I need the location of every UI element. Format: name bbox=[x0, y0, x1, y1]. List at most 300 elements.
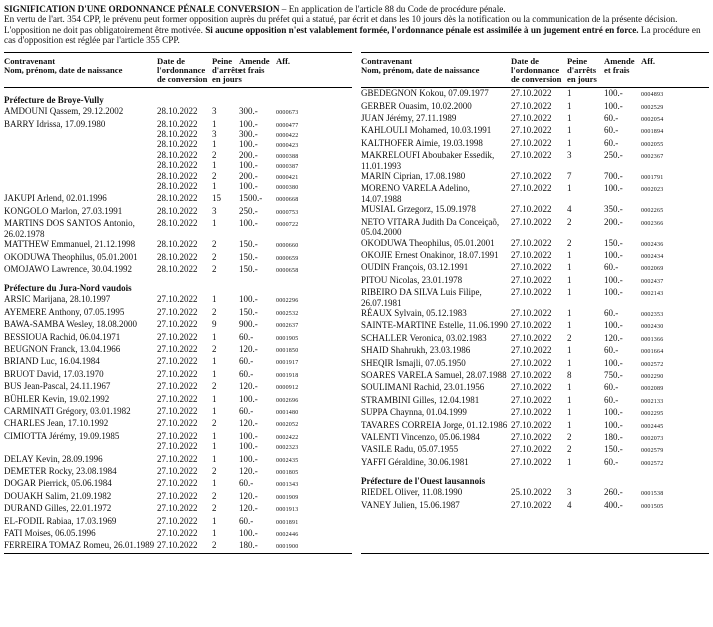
col-amende-header: Amende et frais bbox=[604, 55, 635, 75]
fine-amount: 100.- bbox=[239, 393, 258, 404]
fine-amount-cell bbox=[239, 193, 276, 203]
table-row bbox=[4, 264, 352, 276]
arrest-days-cell bbox=[212, 294, 239, 304]
fine-amount: 300.- bbox=[239, 106, 258, 117]
arrest-days: 3 bbox=[212, 106, 217, 117]
order-date-cell bbox=[511, 457, 567, 467]
fine-amount: 60.- bbox=[239, 478, 254, 489]
table-row bbox=[361, 125, 709, 137]
fine-amount: 60.- bbox=[604, 456, 619, 467]
case-number-cell bbox=[641, 333, 681, 345]
contravenant-name: BÜHLER Kevin, 19.02.1992 bbox=[4, 393, 110, 404]
case-number: 0001850 bbox=[276, 347, 299, 354]
case-number-cell bbox=[641, 250, 681, 262]
col-date-header: Date de l'ordonnance de conversion bbox=[157, 55, 208, 85]
notice-text-bold: Si aucune opposition n'est valablement formée, l'ordonnance pénale est assimilée à un jugement entré en force. bbox=[202, 24, 639, 35]
arrest-days-cell bbox=[567, 358, 604, 368]
fine-amount-cell bbox=[239, 369, 276, 379]
case-number-cell bbox=[641, 238, 681, 250]
order-date-cell bbox=[511, 125, 567, 135]
arrest-days-cell bbox=[212, 394, 239, 404]
right-table-header bbox=[361, 53, 709, 89]
order-date: 27.10.2022 bbox=[511, 113, 552, 124]
arrest-days-cell bbox=[212, 528, 239, 538]
fine-amount-cell bbox=[239, 454, 276, 464]
arrest-days: 2 bbox=[212, 418, 217, 429]
order-date-cell bbox=[157, 478, 212, 488]
contravenant-name: DEMETER Rocky, 23.08.1984 bbox=[4, 466, 117, 477]
fine-amount: 150.- bbox=[604, 444, 623, 455]
table-row bbox=[4, 454, 352, 466]
case-number: 0002532 bbox=[276, 310, 299, 317]
order-date: 27.10.2022 bbox=[511, 171, 552, 182]
table-row bbox=[4, 239, 352, 251]
case-number: 0002133 bbox=[641, 398, 664, 405]
table-row bbox=[4, 478, 352, 490]
case-number: 0000660 bbox=[276, 243, 299, 250]
arrest-days: 1 bbox=[567, 307, 572, 318]
contravenant-name: YAFFI Géraldine, 30.06.1981 bbox=[361, 456, 469, 467]
order-date-cell bbox=[157, 193, 212, 203]
arrest-days: 3 bbox=[567, 487, 572, 498]
fine-amount-cell bbox=[604, 370, 641, 380]
fine-amount-cell bbox=[604, 500, 641, 510]
arrest-days: 1 bbox=[567, 394, 572, 405]
order-date-cell bbox=[157, 119, 212, 192]
case-number-cell bbox=[641, 113, 681, 125]
case-number-cell bbox=[641, 395, 681, 407]
table-row bbox=[4, 218, 352, 239]
case-number-cell bbox=[641, 358, 681, 370]
order-date-cell bbox=[511, 250, 567, 260]
arrest-days: 1 bbox=[567, 382, 572, 393]
contravenant-name: DOUAKH Salim, 21.09.1982 bbox=[4, 490, 112, 501]
arrest-days: 1 bbox=[212, 528, 217, 539]
fine-amount: 60.- bbox=[604, 262, 619, 273]
order-date-cell bbox=[157, 466, 212, 476]
contravenant-name: RIBEIRO DA SILVA Luis Filipe, 26.07.1981 bbox=[361, 287, 482, 308]
contravenant-name: KALTHOFER Aimie, 19.03.1998 bbox=[361, 137, 483, 148]
table-row bbox=[361, 183, 709, 204]
table-row bbox=[4, 466, 352, 478]
case-number: 0000659 bbox=[276, 255, 299, 262]
order-date-cell bbox=[157, 206, 212, 216]
fine-amount-cell bbox=[604, 183, 641, 193]
fine-amount-cell bbox=[604, 382, 641, 392]
order-date: 27.10.2022 bbox=[511, 345, 552, 356]
fine-amount-cell bbox=[604, 113, 641, 123]
fine-amount-cell bbox=[604, 420, 641, 430]
case-number: 0000477 bbox=[276, 122, 299, 129]
case-number: 0002430 bbox=[641, 324, 664, 331]
case-number: 0001480 bbox=[276, 409, 299, 416]
fine-amount-cell bbox=[604, 275, 641, 285]
fine-amount-cell bbox=[239, 540, 276, 550]
case-number: 0001791 bbox=[641, 175, 664, 182]
contravenant-name: NETO VITARA Judith Da Conceiçaõ, 05.04.2000 bbox=[361, 216, 500, 238]
table-row bbox=[361, 275, 709, 287]
contravenant-name: KONGOLO Marlon, 27.03.1991 bbox=[4, 205, 123, 216]
order-date-cell bbox=[511, 444, 567, 454]
contravenant-name: STRAMBINI Gilles, 12.04.1981 bbox=[361, 394, 480, 405]
contravenant-name: OKODUWA Theophilus, 05.01.2001 bbox=[4, 251, 138, 262]
order-date: 28.10.2022 bbox=[157, 181, 198, 192]
arrest-days-cell bbox=[212, 454, 239, 464]
case-number: 0002054 bbox=[641, 117, 664, 124]
case-number: 0002055 bbox=[641, 141, 664, 148]
order-date: 27.10.2022 bbox=[157, 418, 198, 429]
case-number-cell bbox=[641, 432, 681, 444]
fine-amount-cell bbox=[604, 308, 641, 318]
right-table-body bbox=[361, 88, 709, 512]
arrest-days: 1 bbox=[212, 118, 217, 129]
case-number-cell bbox=[276, 540, 316, 552]
fine-amount-cell bbox=[604, 395, 641, 405]
arrest-days: 2 bbox=[212, 149, 217, 160]
table-row bbox=[361, 88, 709, 100]
contravenant-name: MATTHEW Emmanuel, 21.12.1998 bbox=[4, 239, 136, 250]
fine-amount-cell bbox=[239, 294, 276, 304]
table-row bbox=[4, 319, 352, 331]
arrest-days-cell bbox=[212, 466, 239, 476]
order-date-cell bbox=[511, 308, 567, 318]
case-number: 0001891 bbox=[276, 519, 299, 526]
arrest-days: 1 bbox=[212, 160, 217, 171]
case-number: 0001805 bbox=[276, 470, 299, 477]
table-row bbox=[361, 457, 709, 469]
case-number: 0001917 bbox=[276, 360, 299, 367]
order-date: 27.10.2022 bbox=[511, 249, 552, 260]
order-date: 25.10.2022 bbox=[511, 487, 552, 498]
order-date-cell bbox=[511, 183, 567, 193]
contravenant-name: CIMIOTTA Jérémy, 19.09.1985 bbox=[4, 430, 120, 441]
order-date-cell bbox=[157, 332, 212, 342]
case-number-cell bbox=[276, 356, 316, 368]
case-number-cell bbox=[276, 394, 316, 406]
arrest-days: 1 bbox=[212, 331, 217, 342]
case-number: 0001538 bbox=[641, 491, 664, 498]
fine-amount-cell bbox=[604, 88, 641, 98]
fine-amount: 180.- bbox=[604, 432, 623, 443]
fine-amount-cell bbox=[239, 431, 276, 452]
left-column bbox=[4, 52, 352, 554]
table-row bbox=[4, 540, 352, 552]
order-date: 27.10.2022 bbox=[157, 319, 198, 330]
contravenant-name: BEUGNON Franck, 13.04.1966 bbox=[4, 343, 121, 354]
case-number: 0002073 bbox=[641, 436, 664, 443]
order-date: 27.10.2022 bbox=[157, 453, 198, 464]
case-number-cell bbox=[276, 119, 316, 194]
order-date: 28.10.2022 bbox=[157, 170, 198, 181]
order-date-cell bbox=[511, 150, 567, 160]
arrest-days-cell bbox=[567, 370, 604, 380]
case-number: 0000388 bbox=[276, 153, 299, 160]
arrest-days: 2 bbox=[212, 540, 217, 551]
notice-text: En vertu de l'art. 354 CPP, le prévenu peut former opposition auprès du préfet qui a statué, par écrit et dans les 10 jours dès la notification ou la communication de la présente décision. L'opposition ne doit pas obligatoirement être motivée. bbox=[4, 14, 678, 35]
order-date: 27.10.2022 bbox=[511, 320, 552, 331]
order-date: 28.10.2022 bbox=[157, 160, 198, 171]
case-number: 0002446 bbox=[276, 532, 299, 539]
fine-amount: 100.- bbox=[239, 160, 258, 171]
order-date: 27.10.2022 bbox=[157, 405, 198, 416]
case-number: 0000387 bbox=[276, 164, 299, 171]
order-date-cell bbox=[511, 88, 567, 98]
order-date: 27.10.2022 bbox=[511, 307, 552, 318]
order-date-cell bbox=[157, 344, 212, 354]
arrest-days: 8 bbox=[567, 369, 572, 380]
case-number-cell bbox=[276, 344, 316, 356]
case-number: 0002435 bbox=[276, 457, 299, 464]
arrest-days: 1 bbox=[212, 368, 217, 379]
order-date: 28.10.2022 bbox=[157, 239, 198, 250]
case-number: 0002445 bbox=[641, 423, 664, 430]
arrest-days-cell bbox=[567, 333, 604, 343]
case-number-cell bbox=[276, 528, 316, 540]
case-number: 0002529 bbox=[641, 104, 664, 111]
fine-amount: 250.- bbox=[239, 205, 258, 216]
case-number: 0002265 bbox=[641, 208, 664, 215]
order-date: 28.10.2022 bbox=[157, 106, 198, 117]
order-date: 28.10.2022 bbox=[157, 205, 198, 216]
order-date-cell bbox=[157, 264, 212, 274]
fine-amount-cell bbox=[604, 345, 641, 355]
arrest-days: 1 bbox=[212, 393, 217, 404]
case-number-cell bbox=[276, 264, 316, 276]
order-date: 27.10.2022 bbox=[511, 432, 552, 443]
case-number: 0002023 bbox=[641, 187, 664, 194]
order-date-cell bbox=[511, 171, 567, 181]
arrest-days: 1 bbox=[567, 113, 572, 124]
case-number-cell bbox=[276, 106, 316, 118]
contravenant-name: MUSIAL Grzegorz, 15.09.1978 bbox=[361, 204, 476, 215]
case-number-cell bbox=[641, 262, 681, 274]
case-number-cell bbox=[276, 491, 316, 503]
table-row bbox=[361, 238, 709, 250]
order-date-cell bbox=[511, 407, 567, 417]
arrest-days-cell bbox=[212, 264, 239, 274]
order-date: 28.10.2022 bbox=[157, 218, 198, 229]
contravenant-name: FERREIRA TOMAZ Romeu, 26.01.1989 bbox=[4, 540, 155, 551]
arrest-days-cell bbox=[567, 262, 604, 272]
fine-amount-cell bbox=[239, 344, 276, 354]
case-number: 0000673 bbox=[276, 110, 299, 117]
fine-amount: 180.- bbox=[239, 540, 258, 551]
order-date: 27.10.2022 bbox=[511, 262, 552, 273]
case-number-cell bbox=[276, 218, 316, 230]
fine-amount-cell bbox=[239, 516, 276, 526]
order-date: 27.10.2022 bbox=[511, 88, 552, 99]
arrest-days-cell bbox=[567, 287, 604, 297]
case-number-cell bbox=[276, 369, 316, 381]
fine-amount-cell bbox=[239, 394, 276, 404]
table-row bbox=[361, 138, 709, 150]
contravenant-name: SOARES VARELA Samuel, 28.07.1988 bbox=[361, 369, 507, 380]
order-date-cell bbox=[157, 516, 212, 526]
arrest-days: 2 bbox=[212, 466, 217, 477]
case-number: 0002637 bbox=[276, 323, 299, 330]
order-date: 28.10.2022 bbox=[157, 139, 198, 150]
order-date-cell bbox=[157, 540, 212, 550]
case-number-cell bbox=[276, 193, 316, 205]
order-date: 27.10.2022 bbox=[511, 332, 552, 343]
arrest-days: 1 bbox=[212, 515, 217, 526]
case-number-cell bbox=[641, 183, 681, 195]
case-number-cell bbox=[276, 503, 316, 515]
contravenant-name: GBEDEGNON Kokou, 07.09.1977 bbox=[361, 88, 489, 99]
fine-amount: 100.- bbox=[239, 139, 258, 150]
arrest-days: 1 bbox=[567, 345, 572, 356]
order-date: 27.10.2022 bbox=[511, 419, 552, 430]
arrest-days-cell bbox=[212, 478, 239, 488]
order-date-cell bbox=[511, 382, 567, 392]
fine-amount-cell bbox=[239, 381, 276, 391]
arrest-days: 2 bbox=[567, 332, 572, 343]
table-row bbox=[361, 320, 709, 332]
order-date-cell bbox=[157, 418, 212, 428]
fine-amount: 120.- bbox=[239, 381, 258, 392]
arrest-days-cell bbox=[567, 407, 604, 417]
fine-amount-cell bbox=[604, 457, 641, 467]
order-date: 27.10.2022 bbox=[511, 357, 552, 368]
fine-amount-cell bbox=[604, 150, 641, 160]
contravenant-name: OKODUWA Theophilus, 05.01.2001 bbox=[361, 237, 495, 248]
notice-heading: SIGNIFICATION D'UNE ORDONNANCE PÉNALE CONVERSION bbox=[4, 4, 280, 14]
contravenant-name: SHEQIR Ismajli, 07.05.1950 bbox=[361, 357, 466, 368]
order-date-cell bbox=[157, 218, 212, 228]
order-date-cell bbox=[157, 307, 212, 317]
fine-amount: 100.- bbox=[239, 181, 258, 192]
order-date: 27.10.2022 bbox=[511, 456, 552, 467]
order-date-cell bbox=[157, 356, 212, 366]
arrest-days: 1 bbox=[567, 274, 572, 285]
order-date-cell bbox=[157, 454, 212, 464]
fine-amount: 100.- bbox=[239, 430, 258, 441]
fine-amount: 100.- bbox=[604, 100, 623, 111]
arrest-days-cell bbox=[567, 171, 604, 181]
table-row bbox=[4, 307, 352, 319]
fine-amount-cell bbox=[604, 125, 641, 135]
notice-text-tail: La procédure en cas d'opposition est réglée par l'article 355 CPP. bbox=[4, 24, 701, 46]
fine-amount-cell bbox=[239, 466, 276, 476]
arrest-days: 1 bbox=[212, 430, 217, 441]
arrest-days-cell bbox=[567, 308, 604, 318]
arrest-days: 3 bbox=[212, 205, 217, 216]
arrest-days: 1 bbox=[212, 453, 217, 464]
col-contravenant-header: Contravenant Nom, prénom, date de naissance bbox=[4, 55, 123, 75]
arrest-days-cell bbox=[567, 125, 604, 135]
case-number-cell bbox=[276, 516, 316, 528]
arrest-days: 3 bbox=[567, 150, 572, 161]
case-number-cell bbox=[276, 381, 316, 393]
order-date-cell bbox=[511, 370, 567, 380]
order-date-cell bbox=[157, 491, 212, 501]
arrest-days: 1 bbox=[567, 407, 572, 418]
fine-amount: 60.- bbox=[239, 356, 254, 367]
order-date-cell bbox=[157, 528, 212, 538]
fine-amount-cell bbox=[604, 333, 641, 343]
case-number: 0004893 bbox=[641, 92, 664, 99]
order-date: 27.10.2022 bbox=[157, 381, 198, 392]
fine-amount-cell bbox=[604, 217, 641, 227]
table-row bbox=[361, 444, 709, 456]
fine-amount-cell bbox=[604, 171, 641, 181]
table-row bbox=[361, 287, 709, 308]
fine-amount: 120.- bbox=[239, 490, 258, 501]
arrest-days-cell bbox=[567, 101, 604, 111]
arrest-days: 1 bbox=[212, 478, 217, 489]
arrest-days-cell bbox=[212, 406, 239, 416]
table-row bbox=[4, 491, 352, 503]
order-date: 27.10.2022 bbox=[511, 394, 552, 405]
arrest-days: 1 bbox=[567, 100, 572, 111]
order-date: 27.10.2022 bbox=[511, 204, 552, 215]
case-number: 0000722 bbox=[276, 222, 299, 229]
table-row bbox=[361, 333, 709, 345]
fine-amount: 100.- bbox=[604, 357, 623, 368]
fine-amount-cell bbox=[239, 478, 276, 488]
order-date-cell bbox=[157, 431, 212, 452]
contravenant-name: TAVARES CORREIA Jorge, 01.12.1986 bbox=[361, 419, 508, 430]
table-row bbox=[4, 344, 352, 356]
contravenant-name: SHAID Shahrukh, 23.03.1986 bbox=[361, 345, 471, 356]
fine-amount-cell bbox=[239, 356, 276, 366]
notice-heading-tail: – En application de l'article 88 du Code de procédure pénale. bbox=[279, 4, 506, 14]
table-row bbox=[361, 407, 709, 419]
case-number: 0002366 bbox=[641, 220, 664, 227]
table-row bbox=[4, 206, 352, 218]
order-date-cell bbox=[157, 406, 212, 416]
case-number: 0002069 bbox=[641, 266, 664, 273]
table-row bbox=[4, 332, 352, 344]
arrest-days: 1 bbox=[567, 137, 572, 148]
order-date-cell bbox=[511, 420, 567, 430]
case-number-cell bbox=[276, 307, 316, 319]
col-amende-header: Amende et frais bbox=[239, 55, 270, 75]
arrest-days: 2 bbox=[212, 170, 217, 181]
case-number-cell bbox=[276, 319, 316, 331]
fine-amount-cell bbox=[604, 358, 641, 368]
case-number: 0000658 bbox=[276, 267, 299, 274]
table-row bbox=[4, 356, 352, 368]
fine-amount: 200.- bbox=[239, 149, 258, 160]
fine-amount: 100.- bbox=[239, 294, 258, 305]
fine-amount: 60.- bbox=[239, 405, 254, 416]
fine-amount-cell bbox=[239, 307, 276, 317]
fine-amount: 150.- bbox=[239, 251, 258, 262]
section-heading: Préfecture de Broye-Vully bbox=[4, 95, 104, 106]
arrest-days: 1 bbox=[567, 125, 572, 136]
order-date: 28.10.2022 bbox=[157, 251, 198, 262]
arrest-days-cell bbox=[567, 395, 604, 405]
fine-amount: 120.- bbox=[239, 343, 258, 354]
fine-amount: 100.- bbox=[604, 249, 623, 260]
case-number: 0002353 bbox=[641, 311, 664, 318]
arrest-days-cell bbox=[567, 444, 604, 454]
fine-amount: 100.- bbox=[239, 528, 258, 539]
arrest-days: 2 bbox=[567, 444, 572, 455]
fine-amount: 60.- bbox=[604, 307, 619, 318]
arrest-days-cell bbox=[567, 88, 604, 98]
fine-amount-cell bbox=[239, 239, 276, 249]
contravenant-name: BRUOT David, 17.03.1970 bbox=[4, 368, 104, 379]
table-row bbox=[361, 171, 709, 183]
fine-amount: 60.- bbox=[604, 137, 619, 148]
order-date-cell bbox=[157, 394, 212, 404]
arrest-days: 1 bbox=[212, 294, 217, 305]
contravenant-name: RÉAUX Sylvain, 05.12.1983 bbox=[361, 307, 467, 318]
contravenant-name: RIEDEL Oliver, 11.08.1990 bbox=[361, 487, 463, 498]
case-number-cell bbox=[276, 252, 316, 264]
